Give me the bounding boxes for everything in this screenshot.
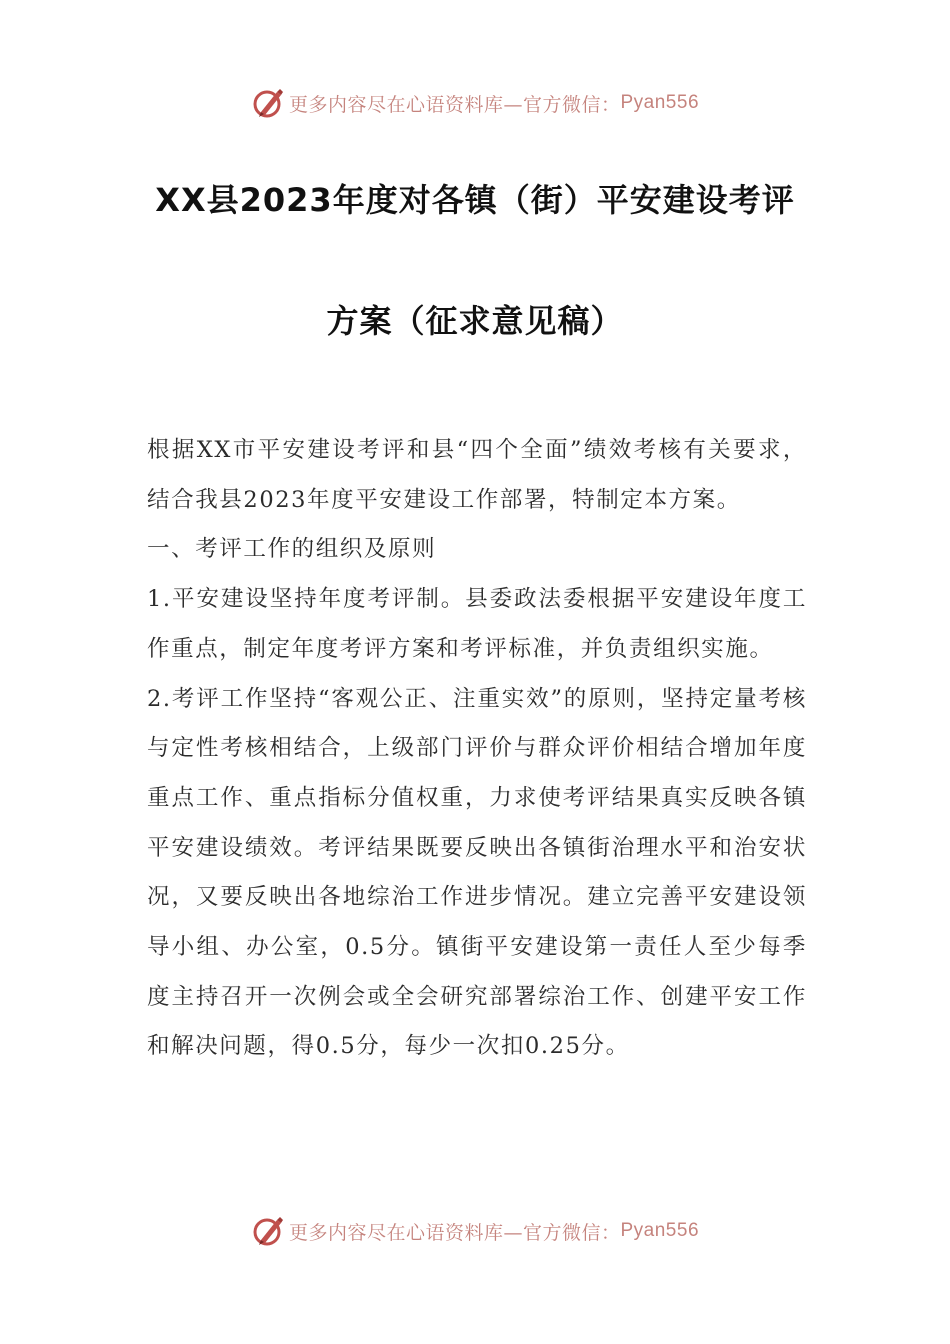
- watermark-header: [0, 83, 950, 123]
- pen-logo-icon: [251, 1214, 285, 1248]
- watermark-text: 更多内容尽在心语资料库—官方微信：: [288, 1221, 621, 1244]
- watermark-id: Pyan556: [620, 92, 700, 113]
- document-title-line1: XX县2023年度对各镇（街）平安建设考评: [155, 181, 795, 219]
- paragraph-item-2: 2.考评工作坚持“客观公正、注重实效”的原则，坚持定量考核与定性考核相结合，上级部门评价与群众评价相结合增加年度重点工作、重点指标分值权重，力求使考评结果真实反映各镇平安建设绩效。考评结果既要反映出各镇街治理水平和治安状况，又要反映出各地综治工作进步情况。建立完善平安建设领导小组、办公室，0.5分。镇街平安建设第一责任人至少每季度主持召开一次例会或全会研究部署综治工作、创建平安工作和解决问题，得0.5分，每少一次扣0.25分。: [147, 685, 807, 1060]
- section-heading: 一、考评工作的组织及原则: [147, 536, 437, 563]
- pen-logo-icon: [251, 86, 285, 120]
- document-body: [147, 426, 807, 1072]
- document-title-line2: 方案（征求意见稿）: [326, 302, 624, 340]
- watermark-id: Pyan556: [620, 1220, 700, 1241]
- watermark-footer: [0, 1211, 950, 1251]
- paragraph-intro: 根据XX市平安建设考评和县“四个全面”绩效考核有关要求，结合我县2023年度平安建设工作部署，特制定本方案。: [147, 437, 807, 513]
- paragraph-item-1: 1.平安建设坚持年度考评制。县委政法委根据平安建设年度工作重点，制定年度考评方案和考评标准，并负责组织实施。: [147, 586, 807, 662]
- watermark-text: 更多内容尽在心语资料库—官方微信：: [288, 93, 621, 116]
